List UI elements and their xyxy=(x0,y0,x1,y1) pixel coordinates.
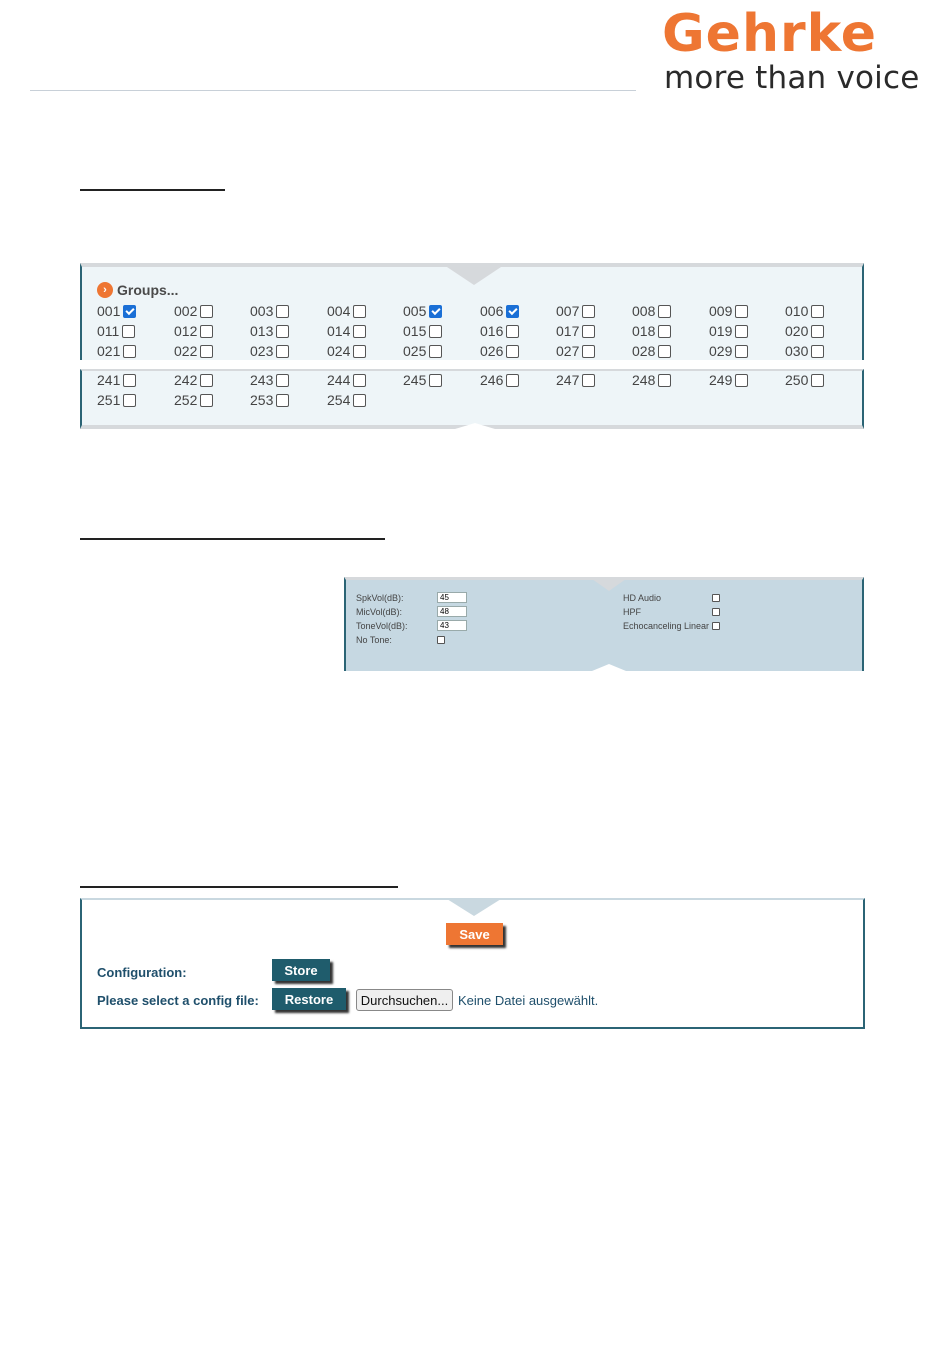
group-item[interactable] xyxy=(480,372,519,388)
section-heading-underline xyxy=(80,189,225,191)
group-number: 013 xyxy=(250,323,274,339)
group-checkbox[interactable] xyxy=(123,394,136,407)
group-number: 020 xyxy=(785,323,809,339)
group-item[interactable] xyxy=(97,343,136,359)
group-checkbox[interactable] xyxy=(353,394,366,407)
hd-audio-label: HD Audio xyxy=(623,593,662,603)
spkvol-row xyxy=(356,592,404,604)
group-item[interactable] xyxy=(97,392,136,408)
group-checkbox[interactable] xyxy=(200,325,213,338)
panel-notch xyxy=(447,899,501,916)
group-number: 001 xyxy=(97,303,121,319)
group-number: 012 xyxy=(174,323,198,339)
group-item[interactable] xyxy=(174,343,213,359)
section-heading-underline xyxy=(80,886,398,888)
group-item[interactable] xyxy=(632,343,671,359)
group-item[interactable] xyxy=(250,343,289,359)
echo-checkbox[interactable] xyxy=(712,622,720,630)
group-checkbox[interactable] xyxy=(735,305,748,318)
brand-logo: Gehrke xyxy=(662,4,878,64)
spkvol-input[interactable]: 45 xyxy=(437,592,467,603)
group-checkbox[interactable] xyxy=(353,305,366,318)
group-item[interactable] xyxy=(403,343,442,359)
micvol-label: MicVol(dB): xyxy=(356,607,403,617)
restore-button[interactable]: Restore xyxy=(272,988,346,1010)
group-item[interactable] xyxy=(785,372,824,388)
group-checkbox[interactable] xyxy=(658,325,671,338)
group-checkbox[interactable] xyxy=(123,305,136,318)
group-item[interactable] xyxy=(403,323,442,339)
group-number: 007 xyxy=(556,303,580,319)
group-checkbox[interactable] xyxy=(276,325,289,338)
group-number: 016 xyxy=(480,323,504,339)
group-item[interactable] xyxy=(480,343,519,359)
group-item[interactable] xyxy=(403,372,442,388)
group-number: 252 xyxy=(174,392,198,408)
tonevol-row xyxy=(356,620,408,632)
tonevol-input[interactable]: 43 xyxy=(437,620,467,631)
group-checkbox[interactable] xyxy=(200,374,213,387)
configuration-label: Configuration: xyxy=(97,965,187,980)
group-item[interactable] xyxy=(174,303,213,319)
group-number: 003 xyxy=(250,303,274,319)
group-number: 243 xyxy=(250,372,274,388)
group-number: 023 xyxy=(250,343,274,359)
group-checkbox[interactable] xyxy=(658,305,671,318)
group-item[interactable] xyxy=(480,323,519,339)
group-checkbox[interactable] xyxy=(506,325,519,338)
save-button[interactable]: Save xyxy=(446,923,503,945)
select-file-label: Please select a config file: xyxy=(97,993,259,1008)
group-number: 008 xyxy=(632,303,656,319)
group-number: 246 xyxy=(480,372,504,388)
store-button[interactable]: Store xyxy=(272,959,330,981)
group-number: 018 xyxy=(632,323,656,339)
group-checkbox[interactable] xyxy=(811,374,824,387)
group-item[interactable] xyxy=(250,372,289,388)
group-item[interactable] xyxy=(250,392,289,408)
group-number: 025 xyxy=(403,343,427,359)
group-item[interactable] xyxy=(250,303,289,319)
group-checkbox[interactable] xyxy=(123,374,136,387)
group-checkbox[interactable] xyxy=(658,345,671,358)
group-number: 253 xyxy=(250,392,274,408)
group-item[interactable] xyxy=(327,323,366,339)
chevron-right-icon: › xyxy=(97,282,113,298)
group-number: 002 xyxy=(174,303,198,319)
group-checkbox[interactable] xyxy=(353,345,366,358)
audio-settings-panel xyxy=(344,577,864,671)
group-number: 004 xyxy=(327,303,351,319)
group-item[interactable] xyxy=(327,343,366,359)
group-number: 015 xyxy=(403,323,427,339)
group-item[interactable] xyxy=(785,323,824,339)
tonevol-label: ToneVol(dB): xyxy=(356,621,408,631)
notone-row xyxy=(356,634,392,646)
micvol-input[interactable]: 48 xyxy=(437,606,467,617)
group-item[interactable] xyxy=(556,323,595,339)
panel-notch xyxy=(447,267,501,285)
group-number: 244 xyxy=(327,372,351,388)
group-item[interactable] xyxy=(632,303,671,319)
group-item[interactable] xyxy=(785,343,824,359)
group-checkbox[interactable] xyxy=(429,345,442,358)
group-item[interactable] xyxy=(174,372,213,388)
group-number: 030 xyxy=(785,343,809,359)
group-checkbox[interactable] xyxy=(582,374,595,387)
group-number: 026 xyxy=(480,343,504,359)
group-item[interactable] xyxy=(556,372,595,388)
group-checkbox[interactable] xyxy=(123,345,136,358)
group-checkbox[interactable] xyxy=(276,345,289,358)
group-item[interactable] xyxy=(632,372,671,388)
echo-row xyxy=(623,620,709,632)
micvol-row xyxy=(356,606,402,618)
group-item[interactable] xyxy=(403,303,442,319)
panel-notch xyxy=(455,423,495,429)
group-number: 242 xyxy=(174,372,198,388)
groups-toggle[interactable] xyxy=(97,282,178,298)
group-number: 022 xyxy=(174,343,198,359)
group-checkbox[interactable] xyxy=(353,325,366,338)
group-number: 024 xyxy=(327,343,351,359)
group-number: 009 xyxy=(709,303,733,319)
config-panel xyxy=(80,898,865,1029)
group-number: 027 xyxy=(556,343,580,359)
hd-audio-row xyxy=(623,592,661,604)
hpf-label: HPF xyxy=(623,607,641,617)
groups-panel xyxy=(80,263,864,429)
group-checkbox[interactable] xyxy=(811,305,824,318)
group-checkbox[interactable] xyxy=(506,305,519,318)
group-number: 249 xyxy=(709,372,733,388)
group-number: 248 xyxy=(632,372,656,388)
group-number: 011 xyxy=(97,323,120,339)
group-item[interactable] xyxy=(174,323,213,339)
echo-label: Echocanceling Linear xyxy=(623,621,710,631)
group-checkbox[interactable] xyxy=(658,374,671,387)
group-checkbox[interactable] xyxy=(506,374,519,387)
group-item[interactable] xyxy=(327,392,366,408)
group-checkbox[interactable] xyxy=(811,345,824,358)
group-number: 247 xyxy=(556,372,580,388)
group-checkbox[interactable] xyxy=(582,305,595,318)
group-item[interactable] xyxy=(250,323,289,339)
notone-label: No Tone: xyxy=(356,635,392,645)
group-checkbox[interactable] xyxy=(276,394,289,407)
group-number: 028 xyxy=(632,343,656,359)
spkvol-label: SpkVol(dB): xyxy=(356,593,404,603)
group-checkbox[interactable] xyxy=(276,305,289,318)
group-number: 254 xyxy=(327,392,351,408)
group-number: 250 xyxy=(785,372,809,388)
group-item[interactable] xyxy=(327,372,366,388)
group-checkbox[interactable] xyxy=(122,325,135,338)
group-item[interactable] xyxy=(97,372,136,388)
group-number: 010 xyxy=(785,303,809,319)
group-checkbox[interactable] xyxy=(735,374,748,387)
group-checkbox[interactable] xyxy=(811,325,824,338)
group-item[interactable] xyxy=(556,343,595,359)
panel-notch xyxy=(592,579,626,591)
group-item[interactable] xyxy=(97,303,136,319)
notone-checkbox[interactable] xyxy=(437,636,445,644)
panel-notch xyxy=(592,664,626,671)
group-checkbox[interactable] xyxy=(429,305,442,318)
group-number: 005 xyxy=(403,303,427,319)
hpf-checkbox[interactable] xyxy=(712,608,720,616)
group-checkbox[interactable] xyxy=(506,345,519,358)
group-number: 017 xyxy=(556,323,580,339)
group-number: 245 xyxy=(403,372,427,388)
group-checkbox[interactable] xyxy=(429,374,442,387)
group-number: 006 xyxy=(480,303,504,319)
file-status-text: Keine Datei ausgewählt. xyxy=(458,993,599,1008)
group-checkbox[interactable] xyxy=(429,325,442,338)
group-number: 241 xyxy=(97,372,121,388)
group-checkbox[interactable] xyxy=(353,374,366,387)
section-heading-underline xyxy=(80,538,385,540)
group-item[interactable] xyxy=(556,303,595,319)
group-checkbox[interactable] xyxy=(200,394,213,407)
hpf-row xyxy=(623,606,641,618)
group-checkbox[interactable] xyxy=(582,345,595,358)
group-number: 014 xyxy=(327,323,351,339)
hd-audio-checkbox[interactable] xyxy=(712,594,720,602)
group-item[interactable] xyxy=(174,392,213,408)
group-item[interactable] xyxy=(709,323,748,339)
group-number: 021 xyxy=(97,343,121,359)
group-checkbox[interactable] xyxy=(200,345,213,358)
groups-title: Groups... xyxy=(117,282,179,298)
group-item[interactable] xyxy=(480,303,519,319)
group-checkbox[interactable] xyxy=(200,305,213,318)
brand-tagline: more than voice xyxy=(664,60,920,96)
header-divider xyxy=(30,90,636,91)
group-item[interactable] xyxy=(632,323,671,339)
group-checkbox[interactable] xyxy=(735,345,748,358)
browse-file-button[interactable]: Durchsuchen... xyxy=(356,989,453,1011)
group-checkbox[interactable] xyxy=(582,325,595,338)
group-item[interactable] xyxy=(785,303,824,319)
group-number: 029 xyxy=(709,343,733,359)
group-item[interactable] xyxy=(709,343,748,359)
group-item[interactable] xyxy=(709,303,748,319)
group-checkbox[interactable] xyxy=(735,325,748,338)
group-number: 251 xyxy=(97,392,121,408)
group-item[interactable] xyxy=(97,323,135,339)
group-item[interactable] xyxy=(327,303,366,319)
group-checkbox[interactable] xyxy=(276,374,289,387)
group-item[interactable] xyxy=(709,372,748,388)
group-number: 019 xyxy=(709,323,733,339)
